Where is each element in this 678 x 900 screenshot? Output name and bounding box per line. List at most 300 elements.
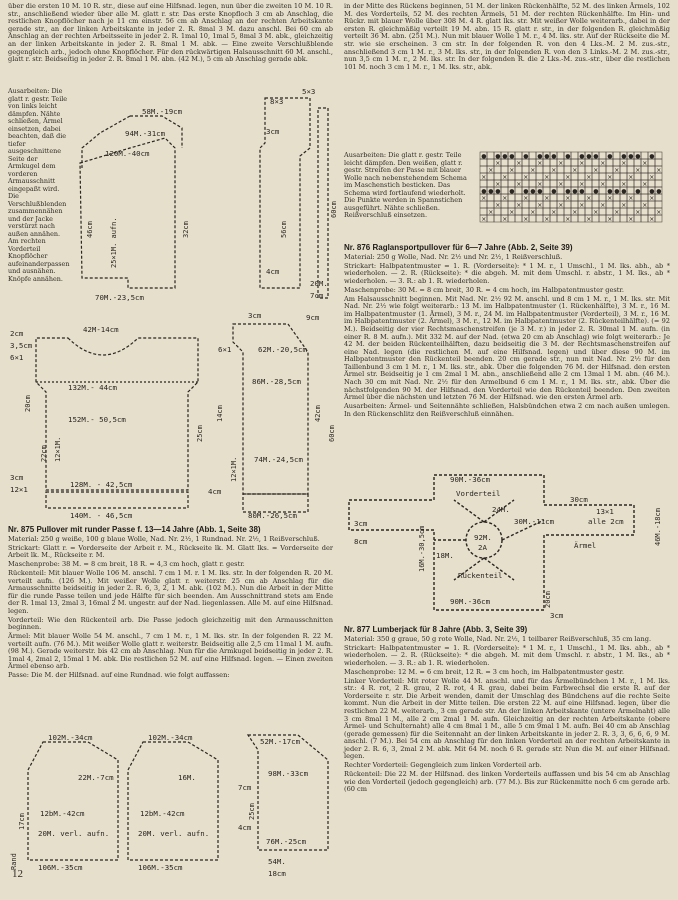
- dim-label: Ärmel: [574, 541, 597, 550]
- dim-label: 62M.-20,5cm: [258, 345, 307, 354]
- grid-cell: [592, 173, 599, 180]
- grid-cell: [480, 201, 487, 208]
- grid-cell: [501, 187, 508, 194]
- stitch-mark: ×: [621, 181, 627, 188]
- grid-cell: [599, 152, 606, 159]
- dim-label: 106M.-35cm: [38, 863, 83, 872]
- stitch-mark: ×: [579, 202, 585, 209]
- paragraph: Am Halsausschnitt beginnen. Mit Nad. Nr. 2½ 92 M. anschl. und 8 cm 1 M. r., 1 M. lks. str. Mit Nad. Nr. 2½ wie folgt weiterarb.: 13 M. im Halbpatentmuster (1. Rückenhälfte), 3 M. r., 16 M. im Halbpatentmuster (1. Ärmel), 3 M. r., 24 M. im Halbpatentmuster (Vorderteil), 3 M. r., 16 M. im Halbpatentmuster (2. Ärmel), 3 M. r., 12 M. im Halbpatentmuster (2. Rückenteilhälfte). (= 92 M.). Beidseitig der vier Rechtsmaschenstreifen (je 3 M. r.) in jeder 2. R. 30mal 1 M. aufn. (in einer R. 8 M. aufn.). Mit 332 M. auf der Nad. (etwa 20 cm ab Anschlag) wie folgt weiterarb.: Je 42 M. der beiden Rückenteilhälften, dazu beidseitig die 3 M. der Rechtsmaschenstreifen auf eine Nad. legen (die restlichen M. auf eine Hilfsnad. legen) und über diese 90 M. im Halbpatentmuster den Rückenteil beenden. 20 cm gerade str., nun mit Nad. Nr. 2½ für den Taillenbund 3 cm 1 M. r., 1 M. lks. str., abk. Über die folgenden 76 M. der Hilfsnad. den ersten Ärmel str. Beidseitig je 1 cm 2mal 1 M. abn., anschließend alle 2 cm 13mal 1 M. abn. (46 M.). Nach 30 cm mit Nad. Nr. 2½ für den Armelbund 6 cm 1 M. r., 1 M. lks. str., abk. Über die nächstfolgenden 90 M. der Hilfsnad. den Vorderteil wie den Rückenteil beenden. Den zweiten Ärmel über die nächsten und letzten 76 M. der Hilfsnad. wie den ersten Ärmel arb.: [344, 294, 670, 402]
- grid-cell: [522, 159, 529, 166]
- dim-label: 76M.-25cm: [266, 837, 307, 846]
- dim-label: 102M.-34cm: [48, 733, 93, 742]
- grid-cell: [634, 194, 641, 201]
- lumberjack-diagram: [8, 730, 338, 880]
- stitch-mark: ×: [600, 202, 606, 209]
- stitch-mark: ×: [488, 209, 494, 216]
- grid-cell: [550, 173, 557, 180]
- grid-cell: [578, 194, 585, 201]
- dim-label: 24M.: [492, 505, 510, 514]
- dim-label: 98M.-33cm: [268, 769, 309, 778]
- grid-cell: [606, 159, 613, 166]
- dim-label: 152M.- 50,5cm: [68, 415, 126, 424]
- stitch-mark: ×: [593, 167, 599, 174]
- stitch-mark: ×: [544, 216, 550, 223]
- grid-cell: [648, 201, 655, 208]
- paragraph: Ausarbeiten: Ärmel- und Seitennähte schließen, Halsbündchen etwa 2 cm nach außen umlegen. In den Rückenschlitz den Reißverschluß einnähen.: [344, 402, 670, 418]
- stitch-mark: ×: [635, 209, 641, 216]
- pattern-877-heading: Nr. 877 Lumberjack für 8 Jahre (Abb. 3, Seite 39): [344, 625, 528, 634]
- grid-cell: [634, 173, 641, 180]
- grid-cell: [571, 173, 578, 180]
- dim-label: Rückenteil: [458, 571, 503, 580]
- grid-cell: [620, 215, 627, 222]
- grid-cell: [613, 152, 620, 159]
- right-ausarbeiten: [344, 152, 474, 221]
- stitch-mark: ×: [572, 209, 578, 216]
- stitch-mark: ×: [481, 195, 487, 202]
- grid-cell: [627, 201, 634, 208]
- grid-cell: [515, 152, 522, 159]
- grid-cell: [571, 152, 578, 159]
- dim-label: 70M.-23,5cm: [95, 293, 144, 302]
- grid-cell: [480, 208, 487, 215]
- grid-cell: [641, 194, 648, 201]
- stitch-mark: ×: [495, 202, 501, 209]
- stitch-mark: ●: [495, 153, 501, 160]
- grid-cell: [522, 180, 529, 187]
- stitch-mark: ×: [495, 160, 501, 167]
- stitch-mark: ×: [649, 195, 655, 202]
- dim-label: 120M.-40cm: [105, 149, 150, 158]
- grid-cell: [550, 201, 557, 208]
- stitch-mark: ×: [607, 216, 613, 223]
- stitch-mark: ×: [565, 174, 571, 181]
- grid-cell: [606, 180, 613, 187]
- dim-label: 90M.-36cm: [450, 597, 491, 606]
- stitch-mark: ×: [530, 167, 536, 174]
- grid-cell: [599, 166, 606, 173]
- grid-cell: [648, 159, 655, 166]
- dim-label: 3cm: [550, 611, 564, 620]
- grid-cell: [571, 215, 578, 222]
- stitch-mark: ●: [537, 153, 543, 160]
- dim-label: 7cm: [238, 783, 252, 792]
- grid-cell: [529, 215, 536, 222]
- dim-label: 22cm: [40, 445, 48, 462]
- dim-label: 56cm: [280, 221, 288, 238]
- grid-cell: [494, 173, 501, 180]
- grid-cell: [592, 215, 599, 222]
- stitch-mark: ×: [481, 216, 487, 223]
- paragraph: Rückenteil: Die 22 M. der Hilfsnad. des linken Vorderteils auffassen und bis 54 cm ab Anschlag wie den Vorderteil (jedoch gegengleich) arb. (77 M.). Bis zur Rückenmitte noch 6 cm gerade arb. (60 cm: [344, 770, 670, 794]
- stitch-mark: ●: [607, 188, 613, 195]
- grid-cell: [571, 159, 578, 166]
- grid-cell: [599, 173, 606, 180]
- grid-cell: [487, 152, 494, 159]
- dim-label: 8×3: [270, 97, 284, 106]
- stitch-mark: ●: [565, 188, 571, 195]
- stitch-mark: ×: [593, 209, 599, 216]
- stitch-mark: ×: [537, 160, 543, 167]
- dim-label: 13×1: [596, 507, 614, 516]
- stitch-mark: ×: [516, 160, 522, 167]
- grid-cell: [557, 208, 564, 215]
- grid-cell: [613, 159, 620, 166]
- stitch-mark: ×: [656, 209, 662, 216]
- stitch-mark: ×: [628, 174, 634, 181]
- stitch-mark: ×: [551, 209, 557, 216]
- dim-label: 94M.-31cm: [125, 129, 166, 138]
- grid-cell: [634, 159, 641, 166]
- paragraph: Material: 250 g weiße, 100 g blaue Wolle, Nad. Nr. 2½, 1 Rundnad. Nr. 2½, 1 Reißverschluß.: [8, 535, 320, 543]
- grid-cell: [564, 180, 571, 187]
- grid-cell: [515, 173, 522, 180]
- grid-cell: [634, 215, 641, 222]
- grid-cell: [641, 187, 648, 194]
- grid-cell: [550, 215, 557, 222]
- grid-cell: [515, 215, 522, 222]
- grid-cell: [655, 152, 662, 159]
- grid-cell: [613, 201, 620, 208]
- dim-label: 42M-14cm: [83, 325, 119, 334]
- jacket-diagram: [70, 88, 338, 308]
- stitch-mark: ×: [586, 216, 592, 223]
- grid-cell: [641, 215, 648, 222]
- grid-cell: [557, 166, 564, 173]
- dim-label: 20cm: [544, 591, 552, 608]
- stitch-mark: ×: [523, 195, 529, 202]
- dim-label: 2A: [478, 543, 487, 552]
- grid-cell: [599, 215, 606, 222]
- grid-cell: [508, 201, 515, 208]
- grid-cell: [564, 166, 571, 173]
- dim-label: 14cm: [216, 405, 224, 422]
- stitch-mark: ●: [579, 153, 585, 160]
- grid-cell: [655, 201, 662, 208]
- grid-cell: [585, 187, 592, 194]
- dim-label: 3cm: [266, 127, 280, 136]
- grid-cell: [529, 180, 536, 187]
- dim-label: 16M.-30,5cm: [418, 525, 426, 572]
- paragraph: Ausarbeiten: Die glatt r. gestr. Teile von links leicht dämpfen. Nähte schließen, Ärmel einsetzen, dabei beachten, daß die tiefer ausgeschnittene Seite der Armkugel dem vorderen Armausschnitt eingepaßt wird. Die Verschlußblenden zusammennähen und der Jacke verstürzt nach außen annähen. Am rechten Vorderteil Knopflöcher aufeinanderpassen und ausnähen. Knöpfe annähen.: [8, 87, 70, 283]
- stitch-mark: ×: [488, 167, 494, 174]
- stitch-mark: ×: [607, 195, 613, 202]
- grid-cell: [613, 194, 620, 201]
- stitch-mark: ●: [523, 153, 529, 160]
- stitch-mark: ×: [642, 181, 648, 188]
- grid-cell: [543, 187, 550, 194]
- dim-label: 25cm: [248, 803, 256, 820]
- dim-label: 20M. verl. aufn.: [138, 829, 210, 838]
- stitch-mark: ●: [523, 188, 529, 195]
- dim-label: 12bM.-42cm: [40, 809, 85, 818]
- dim-label: 12bM.-42cm: [140, 809, 185, 818]
- pattern-876-heading: Nr. 876 Raglansportpullover für 6—7 Jahre (Abb. 2, Seite 39): [344, 243, 573, 252]
- stitch-mark: ×: [537, 202, 543, 209]
- dim-label: 128M. - 42,5cm: [70, 480, 133, 489]
- dim-label: 54M.: [268, 857, 286, 866]
- grid-cell: [578, 173, 585, 180]
- stitch-mark: ●: [635, 188, 641, 195]
- dim-label: 9cm: [306, 313, 320, 322]
- stitch-mark: ●: [649, 188, 655, 195]
- grid-cell: [655, 173, 662, 180]
- grid-cell: [627, 159, 634, 166]
- grid-cell: [599, 194, 606, 201]
- grid-cell: [480, 159, 487, 166]
- pattern-876-section: [344, 240, 670, 419]
- dim-label: 32cm: [182, 221, 190, 238]
- raglan-876-diagram: [344, 470, 670, 620]
- grid-cell: [494, 194, 501, 201]
- dim-label: 132M.- 44cm: [68, 383, 117, 392]
- grid-cell: [655, 215, 662, 222]
- paragraph: Linker Vorderteil: Mit roter Wolle 44 M. anschl. und für das Ärmelbündchen 1 M. r., 1 M. lks. str.: 4 R. rot, 2 R. grau, 2 R. rot, 4 R. grau, dabei beim Farbwechsel die erste R. auf der Vorderseite r. str. Die Arbeit wenden, damit der Umschlag des Bündchens auf die rechte Seite kommt. Nun die Arbeit in der Mitte teilen. Die ersten 22 M. auf eine Hilfsnad. legen, über die restlichen 22 M. weiterarb., 3 cm gerade str. An der linken Arbeitskante (untere Armelnaht) alle 3 cm 8mal 1 M., alle 2 cm 2mal 1 M. aufn. Gleichzeitig an der rechten Arbeitskante (obere Ärmel- und Schulternaht) alle 4 cm 8mal 1 M., alle 5 cm 9mal 1 M. aufn. Bei 40 cm ab Anschlag (gerade gemessen) für die Seitennaht an der linken Arbeitskante in jeder 2. R. 3, 3, 6, 6, 6, 9 M. anschl. (7 M.). Bei 54 cm ab Anschlag für den linken Vorderteil an der rechten Arbeitskante in jeder 2. R. 6, 3, 2mal 2 M. abk. Mit 64 M. noch 6 R. gerade str. Nun die M. auf einer Hilfsnad. legen.: [344, 676, 670, 761]
- paragraph: Rückenteil: Mit blauer Wolle 106 M. anschl. 7 cm 1 M. r. 1 M. lks. str. In der folgenden R. 20 M. verteilt aufn. (126 M.). Mit weißer Wolle glatt r. weiterstr. 25 cm ab Anschlag für die Armausschnitte beidseitig in jeder 2. R. 6, 3, 2, 1 M. abk. (102 M.). Nun die Arbeit in der Mitte für die runde Passe teilen und jede Hälfte für sich beenden. Am Ausschnittrand stets am Ende der R. 1mal 13, 2mal 3, 16mal 2 M. ungestr. auf der Nad. liegenlassen. Alle M. auf eine Hilfsnad. legen.: [8, 568, 333, 615]
- stitch-mark: ●: [628, 153, 634, 160]
- dim-label: 30M.-11cm: [514, 517, 555, 526]
- stitch-mark: ●: [621, 188, 627, 195]
- dim-label: 3cm: [10, 473, 24, 482]
- embroidery-grid: [478, 150, 668, 230]
- paragraph: Material: 350 g graue, 50 g rote Wolle, Nad. Nr. 2½, 1 teilbarer Reißverschluß, 35 cm lang.: [344, 635, 652, 643]
- stitch-mark: ●: [656, 188, 662, 195]
- stitch-mark: ●: [586, 153, 592, 160]
- grid-cell: [480, 180, 487, 187]
- embroidery-chart: [478, 150, 668, 230]
- stitch-mark: ×: [516, 202, 522, 209]
- dim-label: 30cm: [570, 495, 588, 504]
- dim-label: 25cm: [196, 425, 204, 442]
- grid-cell: [599, 208, 606, 215]
- paragraph: Strickart: Glatt r. = Vorderseite der Arbeit r. M., Rückseite lk. M. Glatt lks. = Vorderseite der Arbeit lk. M., Rückseite r. M.: [8, 543, 333, 560]
- grid-cell: [571, 194, 578, 201]
- grid-cell: [648, 208, 655, 215]
- left-ausarbeiten: [8, 88, 68, 284]
- grid-cell: [606, 166, 613, 173]
- stitch-mark: ×: [551, 167, 557, 174]
- dim-label: 102M.-34cm: [148, 733, 193, 742]
- grid-cell: [578, 166, 585, 173]
- lumberjack-schematic: [8, 730, 338, 880]
- dim-label: 5×3: [302, 87, 316, 96]
- stitch-mark: ×: [523, 216, 529, 223]
- grid-cell: [613, 180, 620, 187]
- stitch-mark: ●: [495, 188, 501, 195]
- grid-cell: [536, 208, 543, 215]
- grid-cell: [494, 166, 501, 173]
- stitch-mark: ×: [607, 174, 613, 181]
- dim-label: 4cm: [208, 487, 222, 496]
- grid-cell: [487, 215, 494, 222]
- grid-cell: [606, 208, 613, 215]
- grid-cell: [655, 159, 662, 166]
- grid-cell: [508, 180, 515, 187]
- stitch-mark: ×: [572, 167, 578, 174]
- paragraph: Ausarbeiten: Die glatt r. gestr. Teile leicht dämpfen. Den weißen, glatt r. gestr. Streifen der Passe mit blauer Wolle nach nebenstehendem Schema im Maschenstich besticken. Das Schema wird fortlaufend wiederholt. Die Punkte werden in Spannstichen ausgeführt. Nähte schließen. Reißverschluß einsetzen.: [344, 151, 467, 219]
- stitch-mark: ●: [481, 188, 487, 195]
- stitch-mark: ×: [586, 195, 592, 202]
- stitch-mark: ×: [642, 160, 648, 167]
- stitch-mark: ×: [509, 167, 515, 174]
- grid-cell: [578, 208, 585, 215]
- grid-cell: [648, 180, 655, 187]
- grid-cell: [578, 215, 585, 222]
- grid-cell: [522, 208, 529, 215]
- grid-cell: [501, 166, 508, 173]
- grid-cell: [571, 201, 578, 208]
- grid-cell: [501, 180, 508, 187]
- grid-cell: [522, 201, 529, 208]
- grid-cell: [543, 159, 550, 166]
- stitch-mark: ●: [551, 153, 557, 160]
- grid-cell: [494, 208, 501, 215]
- grid-cell: [515, 187, 522, 194]
- stitch-mark: ●: [579, 188, 585, 195]
- grid-cell: [529, 173, 536, 180]
- paragraph: Strickart: Halbpatentmuster = 1. R. (Vorderseite): * 1 M. r., 1 Umschl., 1 M. lks. abh., ab * wiederholen. — 2. R. (Rückseite): * die abgeh. M. mit dem Umschl. r. abstr., 1 M. lks., ab * wiederholen. — 3. R.: ab 1. R. wiederholen.: [344, 261, 670, 285]
- pullover-schematic: [8, 312, 338, 520]
- grid-cell: [641, 208, 648, 215]
- right-top-text: [344, 3, 670, 73]
- grid-cell: [620, 166, 627, 173]
- stitch-mark: ●: [502, 153, 508, 160]
- paragraph: in der Mitte des Rückens beginnen, 51 M. der linken Rückenhälfte, 52 M. des linken Ärmels, 102 M. des Vorderteils, 52 M. des rechten Ärmels, 51 M. der rechten Rückenhälfte. Im Hin- und Rückr. mit blauer Wolle über 308 M. 4 R. glatt lks. str. Mit weißer Wolle weiterarb., dabei in der ersten R. gleichmäßig verteilt 19 M. abn. 15 R. glatt r. str., in der folgenden R. gleichmäßig verteilt 36 M. abn. (251 M.). Nun mit blauer Wolle 1 M. r., 4 M. lks. str. Auf der Rückseite die M. str. wie sie erscheinen. 3 cm str. In der folgenden R. von den 4 Lks.-M. 2 M. zus.-str., anschließend 3 cm 1 M. r., 3 M. lks. str., in der folgenden R. von den 3 Links.-M. 2 M. zus.-str., nun 3,5 cm 1 M. r., 2 M. lks. str. In der folgenden R. die 2 Lks.-M. zus.-str., über die restlichen 101 M. noch 3 cm 1 M. r., 1 M. lks. str., abk.: [344, 2, 670, 71]
- dim-label: 46M.-18cm: [654, 508, 662, 546]
- dim-label: 46cm: [86, 221, 94, 238]
- stitch-mark: ●: [509, 153, 515, 160]
- grid-cell: [515, 166, 522, 173]
- stitch-mark: ●: [621, 153, 627, 160]
- grid-cell: [620, 208, 627, 215]
- stitch-mark: ×: [516, 181, 522, 188]
- dim-label: 6×1: [218, 345, 232, 354]
- stitch-mark: ×: [614, 209, 620, 216]
- dim-label: 7cm: [310, 291, 324, 300]
- stitch-mark: ×: [502, 174, 508, 181]
- stitch-mark: ●: [614, 188, 620, 195]
- dim-label: 74M.-24,5cm: [254, 455, 303, 464]
- stitch-mark: ●: [607, 153, 613, 160]
- grid-cell: [501, 208, 508, 215]
- grid-cell: [550, 180, 557, 187]
- stitch-mark: ×: [495, 181, 501, 188]
- dim-label: 3cm: [354, 519, 368, 528]
- stitch-mark: ●: [481, 153, 487, 160]
- stitch-mark: ×: [502, 195, 508, 202]
- grid-cell: [487, 194, 494, 201]
- dim-label: 4cm: [238, 823, 252, 832]
- pattern-875-section: [8, 522, 333, 681]
- dim-label: 2cm: [10, 329, 24, 338]
- paragraph: Passe: Die M. der Hilfsnad. auf eine Rundnad. wie folgt auffassen:: [8, 671, 230, 680]
- grid-cell: [543, 166, 550, 173]
- dim-label: 58M.-19cm: [142, 107, 183, 116]
- dim-label: 6×1: [10, 353, 24, 362]
- dim-label: 90M.-36cm: [450, 475, 491, 484]
- grid-cell: [592, 180, 599, 187]
- dim-label: 60cm: [328, 425, 336, 442]
- pullover-875-diagram: [8, 312, 338, 520]
- dim-label: 4cm: [266, 267, 280, 276]
- grid-cell: [641, 173, 648, 180]
- stitch-mark: ●: [544, 153, 550, 160]
- dim-label: 8cm: [354, 537, 368, 546]
- stitch-mark: ●: [537, 188, 543, 195]
- stitch-mark: ×: [649, 216, 655, 223]
- grid-cell: [543, 208, 550, 215]
- paragraph: Maschenprobe: 38 M. = 8 cm breit, 18 R. = 4,3 cm hoch, glatt r. gestr.: [8, 560, 245, 569]
- stitch-mark: ×: [544, 195, 550, 202]
- grid-cell: [627, 187, 634, 194]
- stitch-mark: ×: [565, 216, 571, 223]
- grid-cell: [522, 166, 529, 173]
- stitch-mark: ×: [649, 174, 655, 181]
- grid-cell: [627, 180, 634, 187]
- dim-label: 12×1M.: [230, 456, 238, 482]
- grid-cell: [571, 180, 578, 187]
- dim-label: 52M.-17cm: [260, 737, 301, 746]
- grid-cell: [487, 159, 494, 166]
- grid-cell: [592, 159, 599, 166]
- grid-cell: [529, 201, 536, 208]
- grid-cell: [557, 173, 564, 180]
- grid-cell: [585, 166, 592, 173]
- stitch-mark: ×: [586, 174, 592, 181]
- stitch-mark: ×: [600, 181, 606, 188]
- grid-cell: [557, 194, 564, 201]
- grid-cell: [529, 159, 536, 166]
- grid-cell: [529, 152, 536, 159]
- page-number: 12: [12, 868, 23, 880]
- grid-cell: [487, 201, 494, 208]
- grid-cell: [564, 159, 571, 166]
- grid-cell: [613, 215, 620, 222]
- stitch-mark: ×: [656, 167, 662, 174]
- stitch-mark: ×: [628, 195, 634, 202]
- grid-cell: [557, 215, 564, 222]
- grid-cell: [655, 194, 662, 201]
- left-top-text: [8, 3, 333, 65]
- grid-cell: [585, 159, 592, 166]
- grid-cell: [627, 208, 634, 215]
- grid-cell: [592, 201, 599, 208]
- dim-label: 3,5cm: [10, 341, 33, 350]
- grid-cell: [620, 194, 627, 201]
- paragraph: Maschenprobe: 30 M. = 8 cm breit, 30 R. = 4 cm hoch, im Halbpatentmuster gestr.: [344, 285, 624, 294]
- grid-cell: [536, 215, 543, 222]
- paragraph: Maschenprobe: 12 M. = 6 cm breit, 12 R. = 3 cm hoch, im Halbpatentmuster gestr.: [344, 667, 624, 676]
- stitch-mark: ●: [593, 153, 599, 160]
- grid-cell: [641, 152, 648, 159]
- grid-cell: [599, 187, 606, 194]
- grid-cell: [641, 166, 648, 173]
- stitch-mark: ×: [544, 174, 550, 181]
- grid-cell: [515, 194, 522, 201]
- grid-cell: [564, 201, 571, 208]
- paragraph: Rechter Vorderteil: Gegengleich zum linken Vorderteil arb.: [344, 761, 542, 770]
- pattern-875-heading: Nr. 875 Pullover mit runder Passe f. 13—14 Jahre (Abb. 1, Seite 38): [8, 525, 261, 534]
- grid-cell: [550, 194, 557, 201]
- stitch-mark: ×: [558, 202, 564, 209]
- dim-label: 22M.-7cm: [78, 773, 114, 782]
- stitch-mark: ×: [481, 174, 487, 181]
- grid-cell: [508, 194, 515, 201]
- stitch-mark: ×: [579, 181, 585, 188]
- dim-label: 140M. - 46,5cm: [70, 511, 133, 520]
- grid-cell: [543, 180, 550, 187]
- stitch-mark: ×: [579, 160, 585, 167]
